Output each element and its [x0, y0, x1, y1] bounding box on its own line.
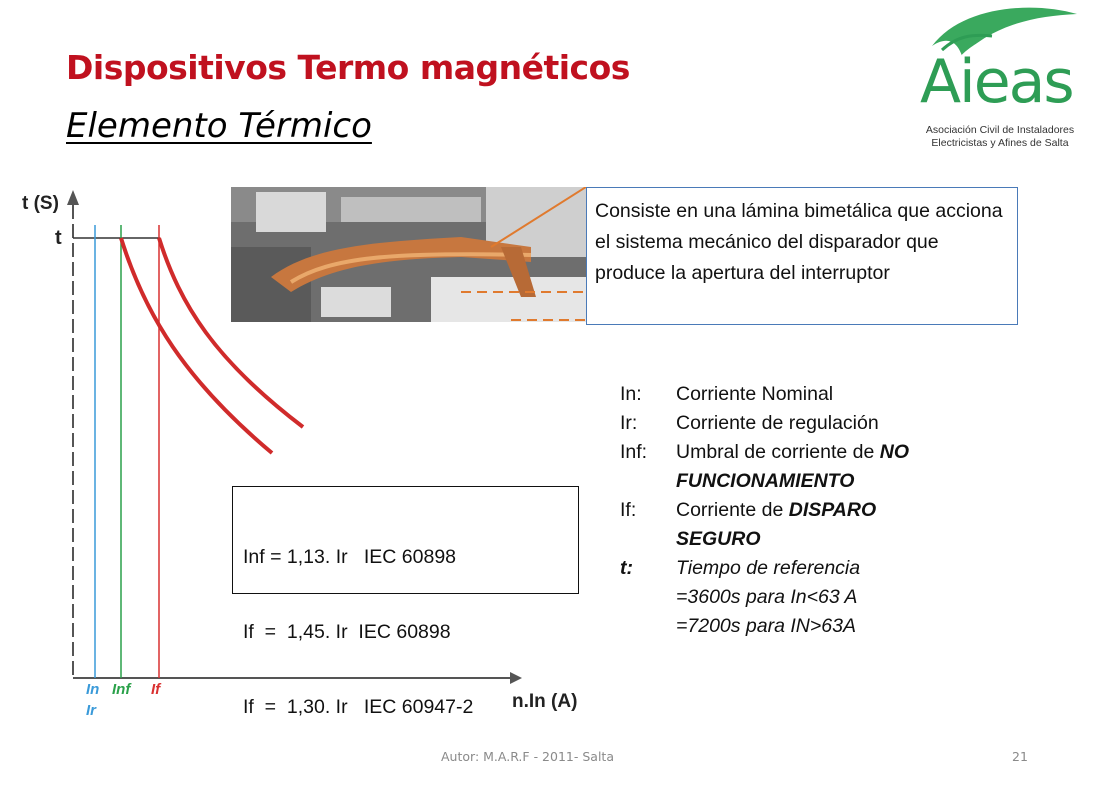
definition-key: Inf:: [620, 441, 648, 463]
curve-inf: [121, 238, 272, 453]
logo-line-2: Electricistas y Afines de Salta: [931, 137, 1069, 149]
x-axis-label: n.In (A): [512, 691, 578, 712]
definition-key: In:: [620, 383, 642, 405]
definition-text: Umbral de corriente de: [676, 441, 880, 463]
definition-if: [620, 496, 1060, 554]
formula-line: Inf = 1,13. Ir IEC 60898: [243, 546, 457, 568]
footer-author: Autor: M.A.R.F - 2011- Salta: [441, 749, 614, 764]
definition-value: Corriente de regulación: [676, 412, 879, 434]
marker-label-ir: Ir: [86, 702, 97, 719]
t-reference-label: t: [55, 227, 62, 249]
definition-value: [676, 554, 1060, 641]
description-box: Consiste en una lámina bimetálica que acciona el sistema mecánico del disparador que produce la apertura del interruptor: [586, 187, 1018, 325]
marker-label-if: If: [151, 681, 161, 698]
definition-t: [620, 554, 1060, 641]
definition-emphasis: FUNCIONAMIENTO: [676, 470, 855, 492]
definition-emphasis: NO: [879, 441, 910, 463]
definitions-list: [620, 380, 1060, 641]
aieas-logo: [902, 6, 1092, 156]
definition-text: =3600s para In<63 A: [676, 586, 858, 608]
definition-emphasis: SEGURO: [676, 528, 761, 550]
y-axis-arrow: [67, 190, 79, 205]
curve-if: [159, 238, 303, 427]
page-number: 21: [1012, 749, 1028, 764]
formula-line: If = 1,45. Ir IEC 60898: [243, 621, 451, 643]
y-axis-label: t (S): [22, 193, 59, 214]
definition-text: =7200s para IN>63A: [676, 615, 856, 637]
marker-label-inf: Inf: [112, 681, 131, 698]
definition-key: t:: [620, 557, 633, 579]
definition-key: Ir:: [620, 412, 638, 434]
definition-inf: [620, 438, 1060, 496]
definition-key: If:: [620, 499, 637, 521]
logo-line-1: Asociación Civil de Instaladores: [925, 124, 1075, 136]
definition-ir: [620, 409, 1060, 438]
definition-text: Tiempo de referencia: [676, 557, 861, 579]
definition-value: [676, 438, 1060, 496]
definition-value: Corriente Nominal: [676, 383, 834, 405]
definition-in: [620, 380, 1060, 409]
formula-line: If = 1,30. Ir IEC 60947-2: [243, 696, 474, 718]
slide-title: Dispositivos Termo magnéticos: [66, 48, 630, 87]
logo-word: Aieas: [920, 47, 1073, 117]
marker-label-in: In: [86, 681, 100, 698]
definition-text: Corriente de: [676, 499, 789, 521]
definition-value: [676, 496, 1060, 554]
definition-emphasis: DISPARO: [788, 499, 877, 521]
slide-subtitle: Elemento Térmico: [66, 106, 372, 146]
